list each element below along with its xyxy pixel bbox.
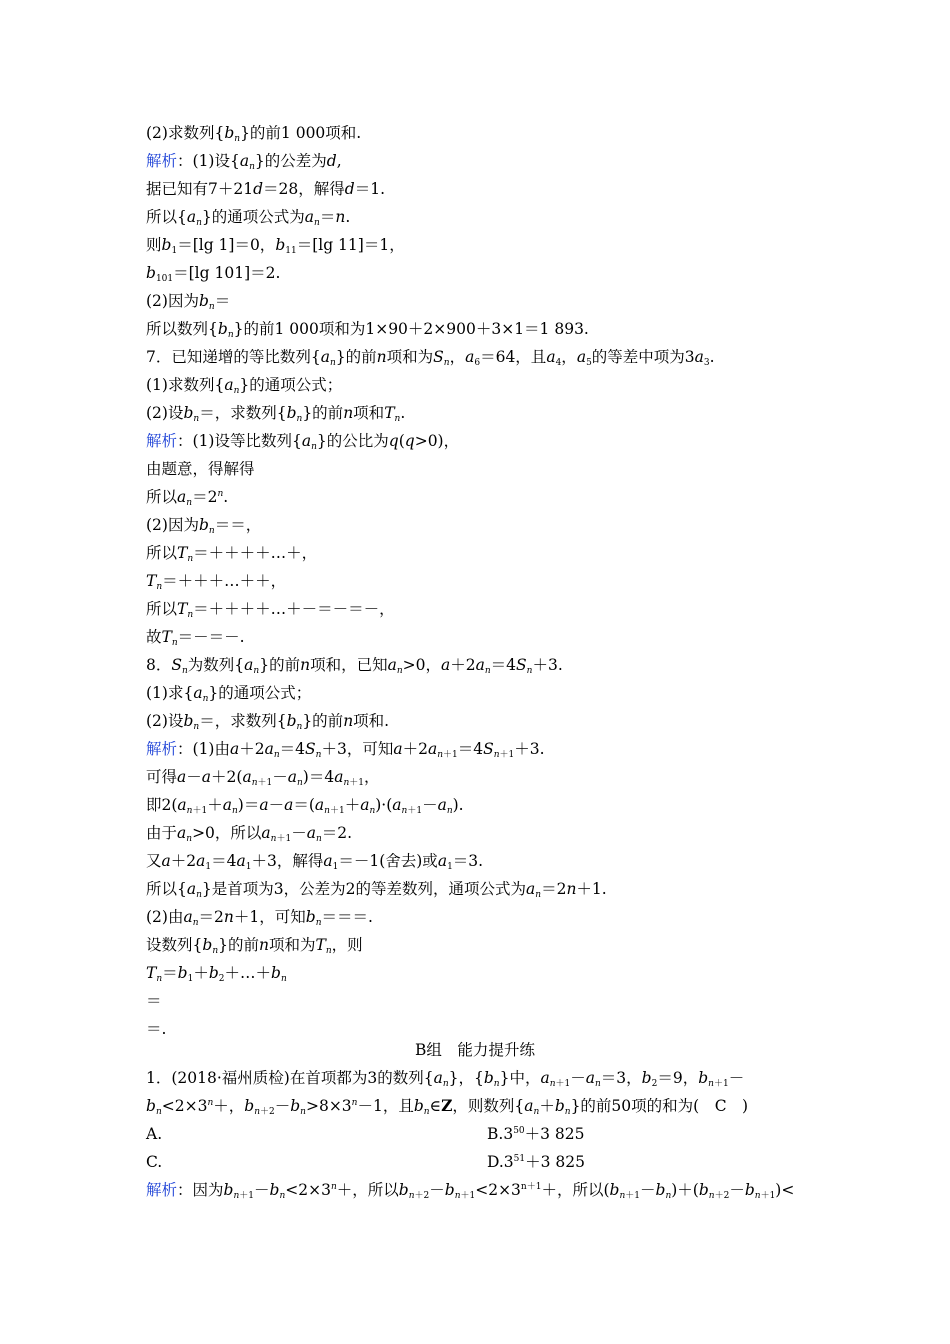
option-a: A. [146, 1125, 163, 1143]
text-line: 即$2(a_{n+1}+a_n)=a-a=(a_{n+1}+a_n)\cdot(a_{n+1}-a_n)$. [146, 796, 464, 816]
text-line: 故$T_n=-=-$. [146, 628, 245, 648]
text-line: 由于$a_n>0$，所以$a_{n+1}-a_n=2$. [146, 824, 353, 844]
text-line: (2)设$b_n=$，求数列$\{b_n\}$的前n项和. [146, 712, 390, 732]
text-line: 所以$\{a_n\}$是首项为3，公差为2的等差数列，通项公式为$a_n=2n+1$. [146, 880, 607, 900]
text-line: $T_n=+++\dots++$， [146, 572, 287, 592]
text-line: 据已知有7＋21d＝28，解得d＝1. [146, 180, 385, 198]
solution-label: 解析 [146, 1181, 178, 1199]
text-line: 所以$a_n=2^n$. [146, 488, 229, 508]
text-line: 解析：(1)设$\{a_n\}$的公差为d, [146, 152, 342, 172]
text-line: ＝. [146, 1020, 167, 1038]
solution-label: 解析 [146, 432, 178, 450]
text-line: (2)因为$b_n==$， [146, 516, 262, 536]
text-line: 解析：因为$b_{n+1}-b_n<2\times 3^n+$，所以$b_{n+2}-b_{n+1}<2\times 3^{n+1}+$，所以$(b_{n+1}-b_n)+(b_{n+2}-b_{n+1})<$ [146, 1181, 795, 1201]
text-line: ＝ [146, 992, 162, 1010]
text-line: (2)求数列$\{b_n\}$的前1 000项和. [146, 124, 362, 144]
section-title: B组 能力提升练 [415, 1041, 535, 1059]
text-line: (2)设$b_n=$，求数列$\{b_n\}$的前n项和$T_n$. [146, 404, 406, 424]
solution-label: 解析 [146, 740, 178, 758]
option-d: $D.3^{51}+3$ 825 [487, 1153, 585, 1171]
problem-8: 8．$S_n$为数列$\{a_n\}$的前n项和，已知$a_n>0$，$a+2a_n=4S_n+3$. [146, 656, 563, 676]
text-line: $T_n=b_1+b_2+\dots+b_n$ [146, 964, 287, 984]
problem-b1: 1．(2018·福州质检)在首项都为3的数列$\{a_n\}$，$\{b_n\}$中，$a_{n+1}-a_n=3$，$b_2=9$，$b_{n+1}-$ [146, 1069, 745, 1089]
options-row [146, 1124, 585, 1144]
solution-label: 解析 [146, 152, 178, 170]
option-c: C. [146, 1153, 163, 1171]
option-b: $B.3^{50}+3$ 825 [487, 1125, 585, 1143]
problem-7: 7．已知递增的等比数列$\{a_n\}$的前n项和为$S_n$，$a_6=64$，且$a_4$，$a_5$的等差中项为$3a_3$. [146, 348, 715, 368]
text-line: 解析：(1)由$a+2a_n=4S_n+3$，可知$a+2a_{n+1}=4S_{n+1}+3$. [146, 740, 545, 760]
text-line: (2)由$a_n=2n+1$，可知$b_n===$. [146, 908, 373, 928]
options-row [146, 1152, 585, 1172]
text-line: 设数列$\{b_n\}$的前n项和为$T_n$，则 [146, 936, 363, 956]
text-line: 可得$a-a+2(a_{n+1}-a_n)=4a_{n+1}$， [146, 768, 380, 788]
text-line: $b_{101}=[\lg$ 101]＝2. [146, 264, 281, 284]
text-line: 解析：(1)设等比数列$\{a_n\}$的公比为q(q>0)， [146, 432, 460, 452]
text-line: 所以$\{a_n\}$的通项公式为$a_n=n$. [146, 208, 351, 228]
text-line: 所以$T_n=++++\dots+-=-=-$， [146, 600, 395, 620]
text-line: $b_n<2\times 3^n+$，$b_{n+2}-b_n>8\times 3^n-1$，且$b_n\in Z$，则数列$\{a_n+b_n\}$的前50项的和为( C ) [146, 1096, 749, 1117]
text-line: 所以$T_n=++++\dots+$， [146, 544, 318, 564]
text-line: 由题意，得解得 [146, 460, 255, 478]
text-line: 所以数列$\{b_n\}$的前1 000项和为1×90＋2×900＋3×1＝1 893. [146, 320, 589, 340]
text-line: (2)因为$b_n=$ [146, 292, 231, 312]
text-line: 则$b_1=[\lg$ 1]＝0，$b_{11}=[\lg$ 11]＝1， [146, 236, 405, 256]
text-line: (1)求数列$\{a_n\}$的通项公式； [146, 376, 343, 396]
text-line: (1)求$\{a_n\}$的通项公式； [146, 684, 312, 704]
text-line: 又$a+2a_1=4a_1+3$，解得$a_1=-1$(舍去)或$a_1=3$. [146, 852, 484, 872]
